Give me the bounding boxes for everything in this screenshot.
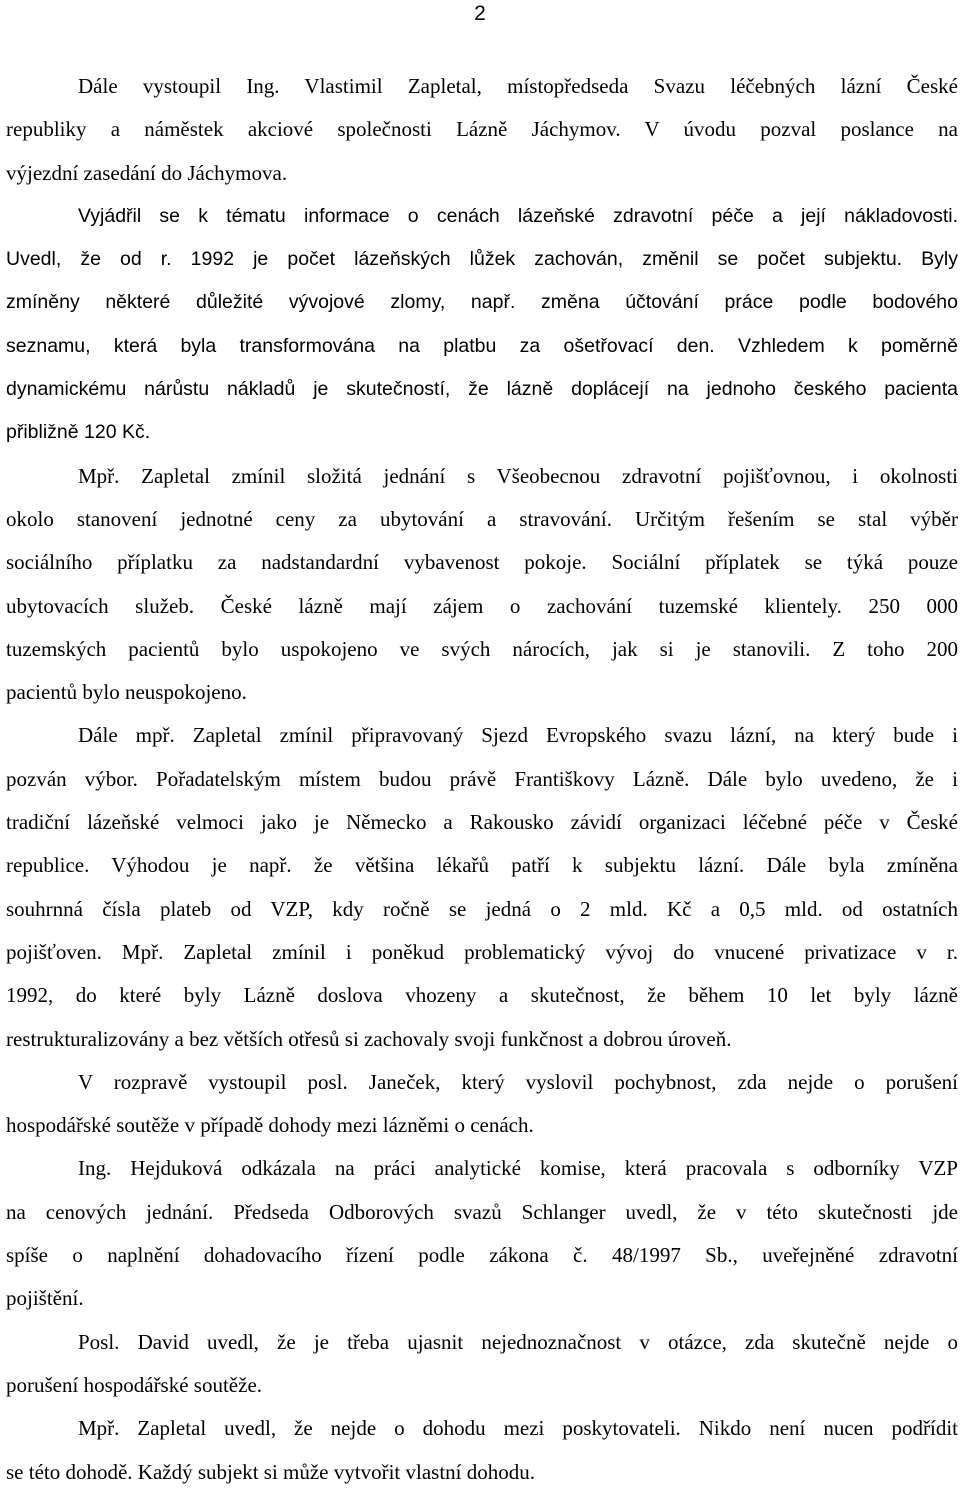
paragraph-david (6, 1321, 958, 1408)
paragraph-hejdukova (6, 1147, 958, 1320)
paragraph-zapletal-conclusion (6, 1407, 958, 1494)
text-line: přibližně 120 Kč. (6, 421, 151, 444)
paragraph-vzp-negotiations (6, 455, 958, 715)
page-number: 2 (474, 2, 486, 25)
text-line: 1992, do které byly Lázně doslova vhozeny a skutečnost, že během 10 let byly lázně (6, 983, 958, 1008)
text-line: hospodářské soutěže v případě dohody mezi lázněmi o cenách. (6, 1113, 534, 1138)
text-line: Dále mpř. Zapletal zmínil připravovaný Sjezd Evropského svazu lázní, na který bude i (78, 723, 958, 748)
paragraph-spa-prices (6, 195, 958, 455)
text-line: sociálního příplatku za nadstandardní vybavenost pokoje. Sociální příplatek se týká pouze (6, 550, 958, 575)
paragraph-european-congress (6, 714, 958, 1060)
text-line: tradiční lázeňské velmoci jako je Německo a Rakousko závidí organizaci léčebné péče v České (6, 810, 958, 835)
document-body (6, 65, 958, 1494)
text-line: pacientů bylo neuspokojeno. (6, 680, 247, 705)
text-line: V rozpravě vystoupil posl. Janeček, který vyslovil pochybnost, zda nejde o porušení (78, 1069, 958, 1094)
paragraph-debate-janecek (6, 1061, 958, 1148)
text-line: ubytovacích služeb. České lázně mají zájem o zachování tuzemské klientely. 250 000 (6, 593, 958, 618)
text-line: pojištění. (6, 1286, 84, 1311)
text-line: zmíněny některé důležité vývojové zlomy, např. změna účtování práce podle bodového (6, 291, 958, 314)
text-line: republiky a náměstek akciové společnosti Lázně Jáchymov. V úvodu pozval poslance na (6, 117, 958, 142)
text-line: Uvedl, že od r. 1992 je počet lázeňských lůžek zachován, změnil se počet subjektu. Byly (6, 248, 958, 271)
paragraph-intro (6, 65, 958, 195)
text-line: Vyjádřil se k tématu informace o cenách lázeňské zdravotní péče a její nákladovosti. (78, 204, 958, 227)
text-line: republice. Výhodou je např. že většina lékařů patří k subjektu lázní. Dále byla zmíněna (6, 853, 958, 878)
text-line: Dále vystoupil Ing. Vlastimil Zapletal, místopředseda Svazu léčebných lázní České (78, 74, 958, 98)
text-line: se této dohodě. Každý subjekt si může vytvořit vlastní dohodu. (6, 1459, 535, 1484)
text-line: Mpř. Zapletal zmínil složitá jednání s Všeobecnou zdravotní pojišťovnou, i okolnosti (78, 463, 958, 488)
text-line: Ing. Hejduková odkázala na práci analytické komise, která pracovala s odborníky VZP (78, 1156, 958, 1181)
text-line: pozván výbor. Pořadatelským místem budou právě Františkovy Lázně. Dále bylo uvedeno, že i (6, 766, 958, 791)
text-line: na cenových jednání. Předseda Odborových svazů Schlanger uvedl, že v této skutečnosti jde (6, 1199, 958, 1224)
text-line: porušení hospodářské soutěže. (6, 1372, 263, 1397)
text-line: Mpř. Zapletal uvedl, že nejde o dohodu mezi poskytovateli. Nikdo není nucen podřídit (78, 1416, 958, 1441)
text-line: souhrnná čísla plateb od VZP, kdy ročně se jedná o 2 mld. Kč a 0,5 mld. od ostatních (6, 896, 958, 921)
text-line: pojišťoven. Mpř. Zapletal zmínil i poněkud problematický vývoj do vnucené privatizace v r. (6, 939, 958, 964)
text-line: Posl. David uvedl, že je třeba ujasnit nejednoznačnost v otázce, zda skutečně nejde o (78, 1329, 958, 1354)
text-line: okolo stanovení jednotné ceny za ubytování a stravování. Určitým řešením se stal výběr (6, 506, 958, 531)
text-line: seznamu, která byla transformována na platbu za ošetřovací den. Vzhledem k poměrně (6, 334, 958, 357)
text-line: restrukturalizovány a bez větších otřesů si zachovaly svoji funkčnost a dobrou úroveň. (6, 1026, 732, 1051)
text-line: spíše o naplnění dohadovacího řízení podle zákona č. 48/1997 Sb., uveřejněné zdravotní (6, 1243, 958, 1268)
text-line: dynamickému nárůstu nákladů je skutečností, že lázně doplácejí na jednoho českého pacienta (6, 378, 958, 401)
text-line: tuzemských pacientů bylo uspokojeno ve svých nárocích, jak si je stanovili. Z toho 200 (6, 636, 958, 661)
text-line: výjezdní zasedání do Jáchymova. (6, 160, 288, 185)
